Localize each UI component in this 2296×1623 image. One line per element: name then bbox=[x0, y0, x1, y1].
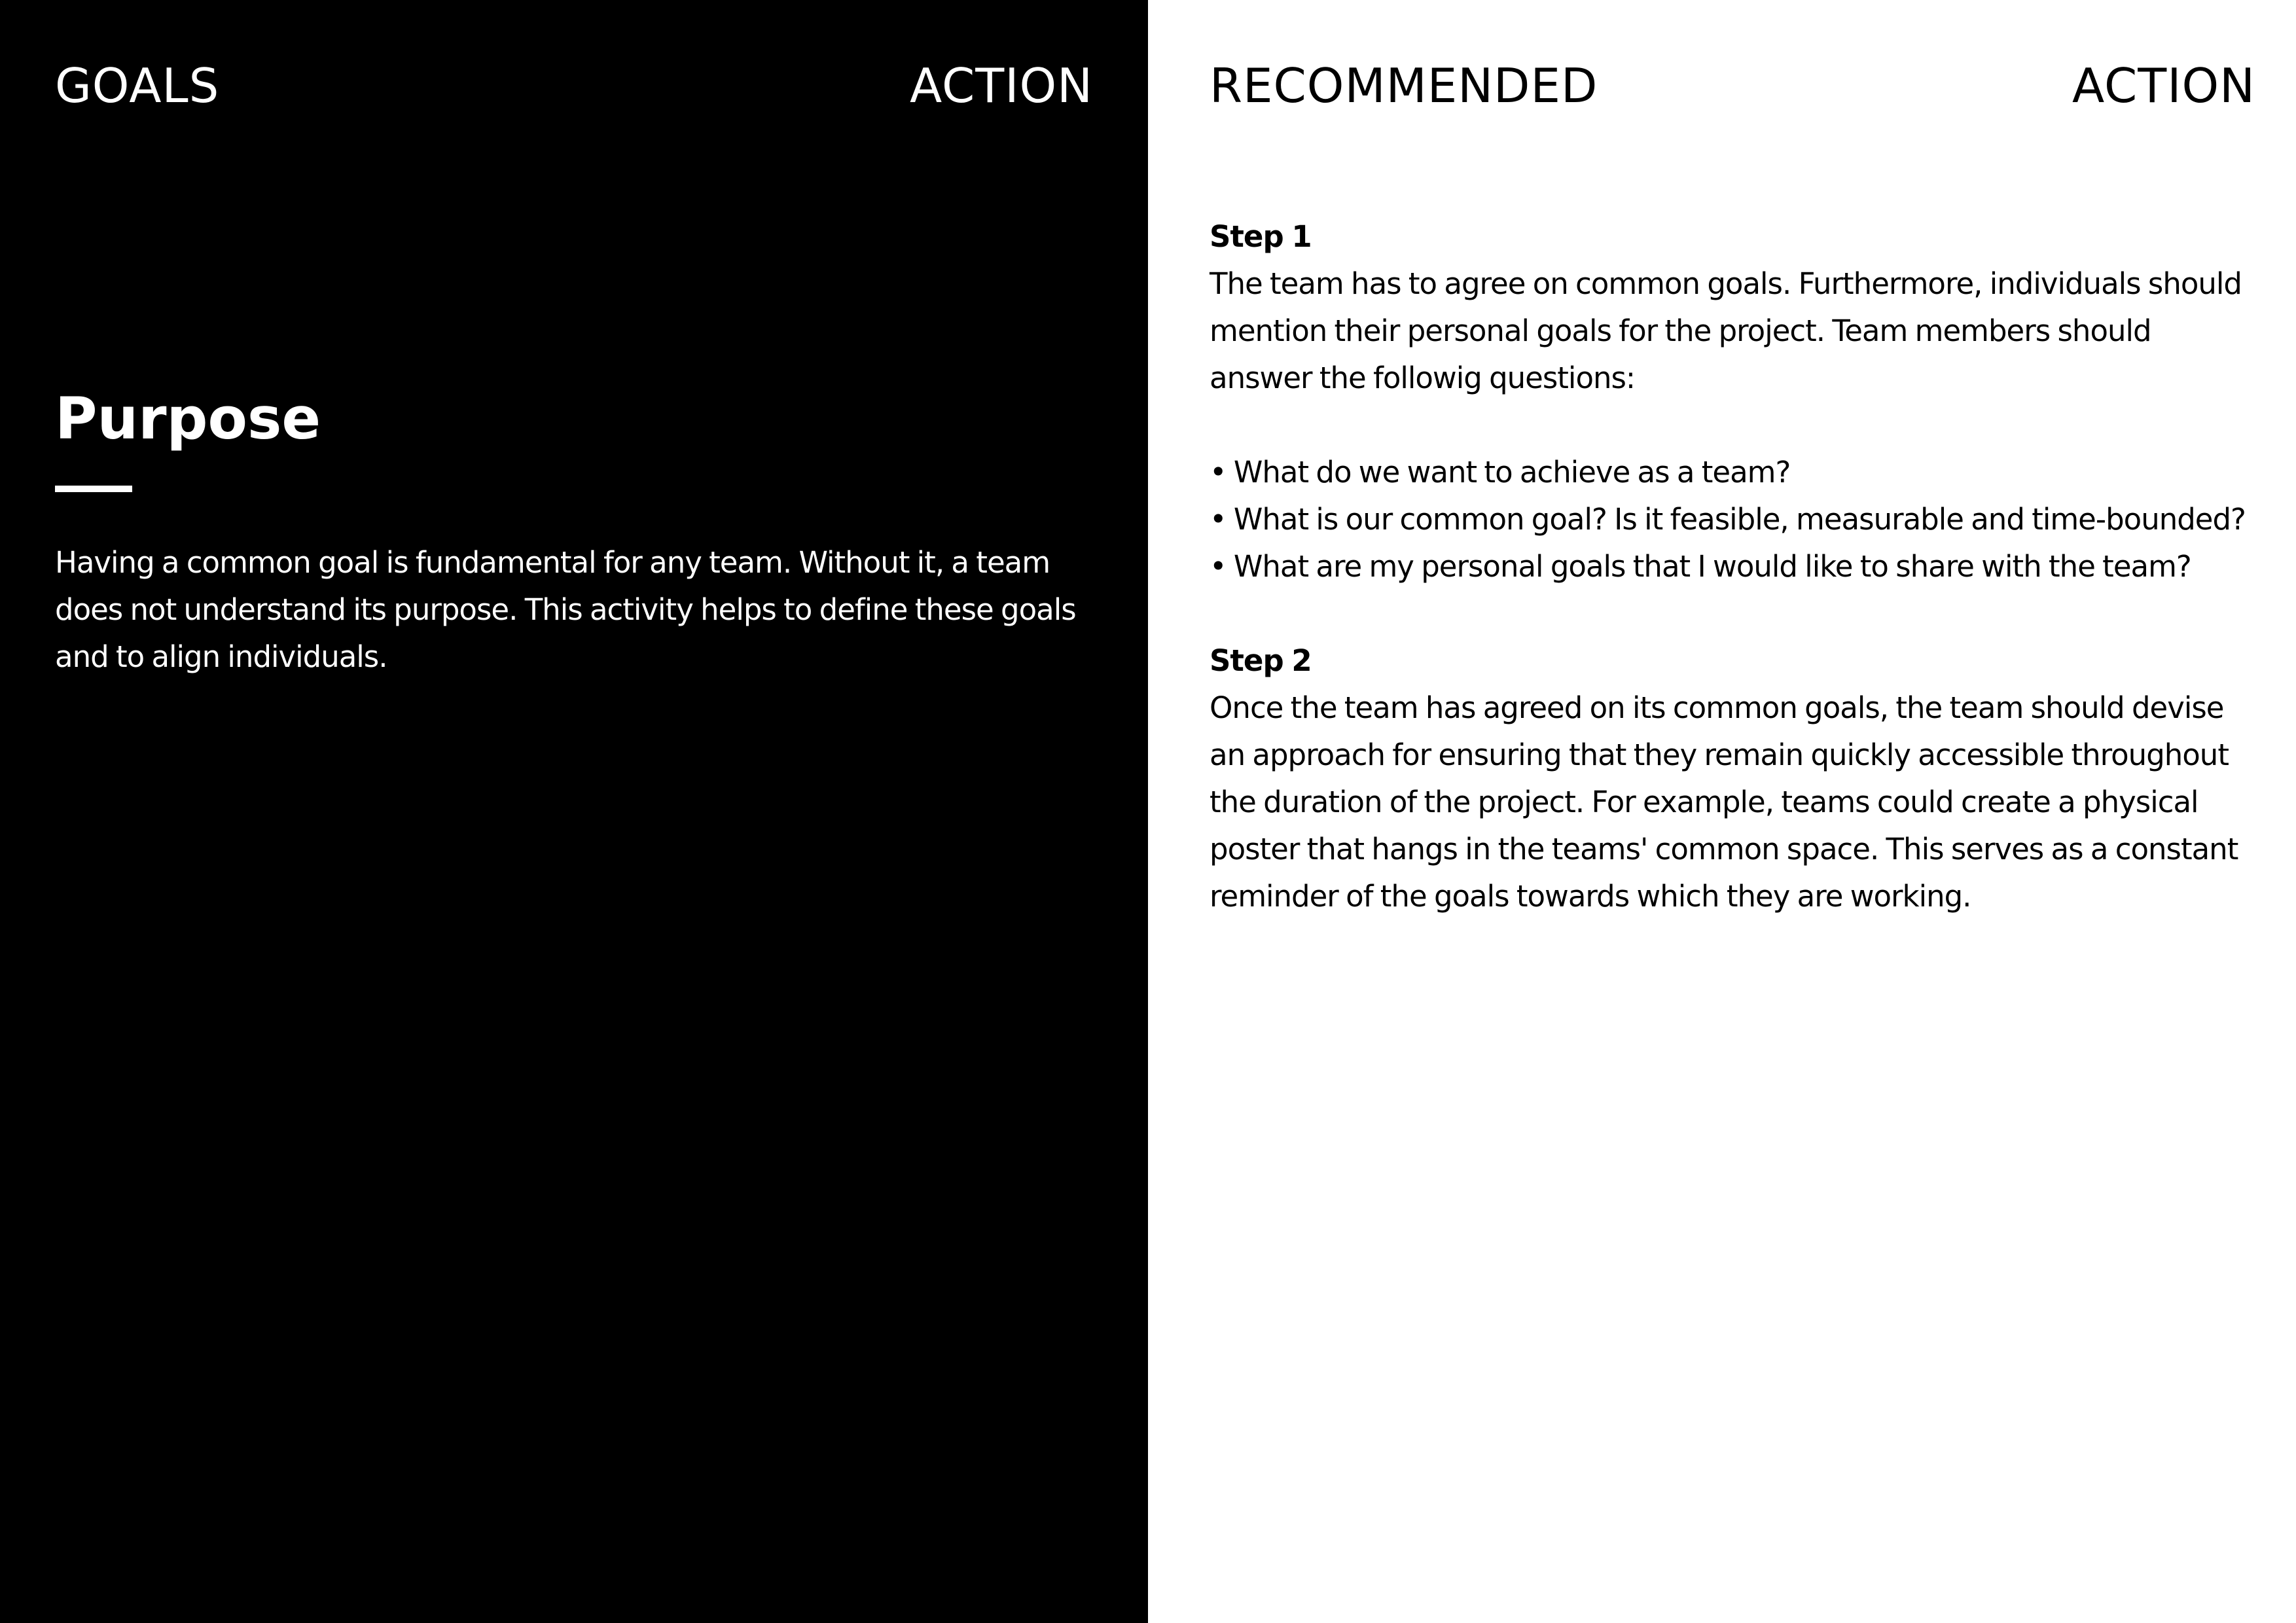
question-item: • What are my personal goals that I would like to share with the team? bbox=[1210, 549, 2191, 584]
title-underline bbox=[55, 486, 132, 492]
header-action-left: ACTION bbox=[909, 58, 1093, 113]
header-recommended: RECOMMENDED bbox=[1210, 58, 1598, 113]
spacer bbox=[1210, 402, 2255, 449]
purpose-section bbox=[55, 386, 1093, 681]
step-2-text: Once the team has agreed on its common goals, the team should devise an approach for ensuring that they remain quickly accessible throughout the duration of the project. For example, teams could create a physical poster that hangs in the teams' common space. This serves as a constant reminder of the goals towards which they are working. bbox=[1210, 690, 2238, 914]
left-header bbox=[55, 58, 1093, 114]
right-panel bbox=[1148, 0, 2296, 1623]
steps-section bbox=[1210, 213, 2255, 920]
right-header bbox=[1210, 58, 2255, 114]
step-2-title: Step 2 bbox=[1210, 643, 1312, 678]
question-list bbox=[1210, 449, 2255, 590]
purpose-text: Having a common goal is fundamental for any team. Without it, a team does not understand its purpose. This activity helps to define these goals and to align individuals. bbox=[55, 545, 1076, 674]
question-item: • What do we want to achieve as a team? bbox=[1210, 455, 1791, 490]
header-goals: GOALS bbox=[55, 58, 220, 113]
header-action-right: ACTION bbox=[2072, 58, 2255, 113]
purpose-title: Purpose bbox=[55, 385, 321, 452]
step-1-text: The team has to agree on common goals. Furthermore, individuals should mention their personal goals for the project. Team members should answer the followig questions: bbox=[1210, 266, 2242, 395]
step-1-title: Step 1 bbox=[1210, 219, 1312, 254]
spacer bbox=[1210, 590, 2255, 637]
question-item: • What is our common goal? Is it feasible, measurable and time-bounded? bbox=[1210, 502, 2246, 537]
